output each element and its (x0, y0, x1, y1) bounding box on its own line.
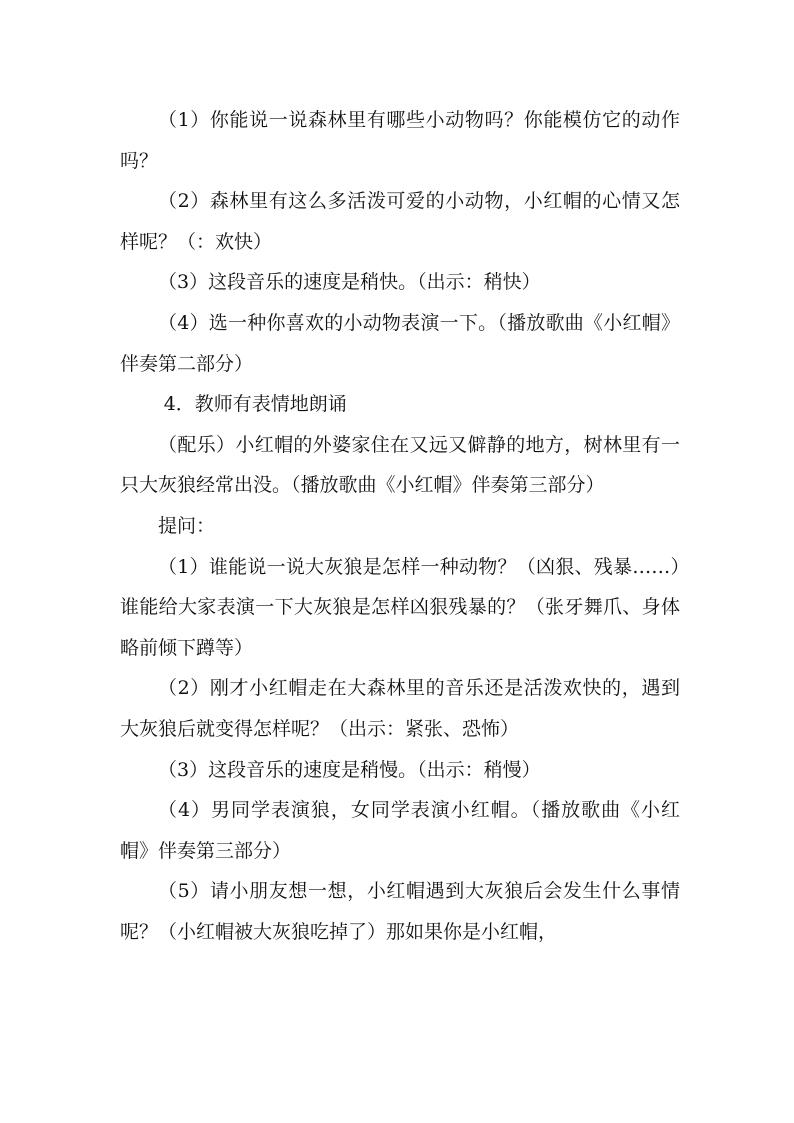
question-3-tempo-fast: （3）这段音乐的速度是稍快。（出示：稍快） (158, 271, 541, 294)
question-1-wolf: （1）谁能说一说大灰狼是怎样一种动物？（凶狠、残暴……）谁能给大家表演一下大灰狼是怎样凶狠残暴的？（张牙舞爪、身体略前倾下蹲等） (120, 555, 680, 659)
document-body (120, 100, 680, 952)
question-2-mood: （2）森林里有这么多活泼可爱的小动物，小红帽的心情又怎样呢？（：欢快） (120, 190, 680, 253)
questions-label: 提问： (158, 514, 216, 537)
question-4-perform-animal: （4）选一种你喜欢的小动物表演一下。（播放歌曲《小红帽》伴奏第二部分） (120, 311, 680, 375)
question-3-tempo-slow: （3）这段音乐的速度是稍慢。（出示：稍慢） (158, 758, 541, 781)
question-1-animals: （1）你能说一说森林里有哪些小动物吗？你能模仿它的动作吗？ (120, 109, 680, 172)
question-5-imagine: （5）请小朋友想一想，小红帽遇到大灰狼后会发生什么事情呢？（小红帽被大灰狼吃掉了）那如果你是小红帽， (120, 880, 680, 943)
question-2-music-change: （2）刚才小红帽走在大森林里的音乐还是活泼欢快的，遇到大灰狼后就变得怎样呢？（出示：紧张、恐怖） (120, 677, 680, 740)
recitation-text: （配乐）小红帽的外婆家住在又远又僻静的地方，树林里有一只大灰狼经常出没。（播放歌曲《小红帽》伴奏第三部分） (120, 433, 680, 497)
section-heading-recitation: 4．教师有表情地朗诵 (163, 393, 347, 416)
question-4-role-play: （4）男同学表演狼，女同学表演小红帽。（播放歌曲《小红帽》伴奏第三部分） (120, 799, 680, 862)
